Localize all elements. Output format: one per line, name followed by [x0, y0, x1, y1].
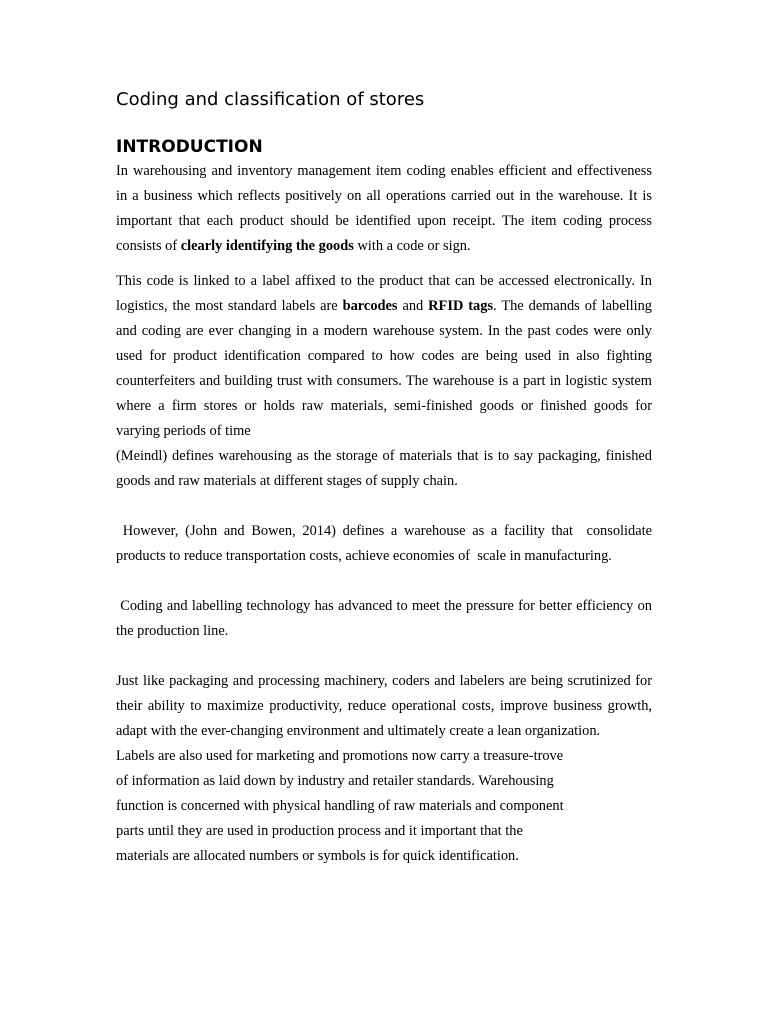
- document-page: [116, 88, 656, 869]
- paragraph-meindl: (Meindl) defines warehousing as the storage of materials that is to say packaging, finished goods and raw materials at different stages of supply chain.: [116, 448, 652, 489]
- document-title: Coding and classification of stores: [116, 89, 425, 110]
- text-run: and: [397, 298, 429, 314]
- paragraph-labels: [116, 269, 652, 444]
- paragraph-john-bowen: However, (John and Bowen, 2014) defines a warehouse as a facility that consolidate products to reduce transportation costs, achieve economies of scale in manufacturing.: [116, 523, 656, 564]
- section-heading-introduction: INTRODUCTION: [116, 137, 263, 157]
- text-run: . The demands of labelling and coding are ever changing in a modern warehouse system. In the past codes were only used for product identification compared to how codes are being used in also fighting counterfeiters and building trust with consumers. The warehouse is a part in logistic system where a firm stores or holds raw materials, semi-finished goods or finished goods for varying periods of time: [116, 298, 652, 439]
- text-line: function is concerned with physical handling of raw materials and component: [116, 798, 564, 814]
- paragraph-item-coding: [116, 159, 652, 259]
- bold-text-goods: clearly identifying the goods: [180, 238, 354, 254]
- bold-text-barcodes: barcodes: [342, 298, 398, 314]
- text-run: In warehousing and inventory management item coding enables efficient and effectiveness in a business which reflects positively on all operations carried out in the warehouse. It is important that each product should be identified upon receipt. The item coding process consists of: [116, 163, 652, 254]
- paragraph-labels-marketing: [116, 744, 652, 869]
- text-run: with a code or sign.: [353, 238, 471, 254]
- paragraph-coding-technology: Coding and labelling technology has advanced to meet the pressure for better efficiency on the production line.: [116, 598, 656, 639]
- text-line: parts until they are used in production process and it important that the: [116, 823, 523, 839]
- bold-text-rfid: RFID tags: [428, 298, 494, 314]
- text-line: Labels are also used for marketing and promotions now carry a treasure-trove: [116, 748, 564, 764]
- paragraph-packaging-machinery: Just like packaging and processing machinery, coders and labelers are being scrutinized for their ability to maximize productivity, reduce operational costs, improve business growth, adapt with the ever-changing environment and ultimately create a lean organization.: [116, 673, 652, 739]
- text-line: materials are allocated numbers or symbols is for quick identification.: [116, 848, 519, 864]
- text-line: of information as laid down by industry and retailer standards. Warehousing: [116, 773, 554, 789]
- text-run: This code is linked to a label affixed to the product that can be accessed electronically. In logistics, the most standard labels are: [116, 273, 652, 314]
